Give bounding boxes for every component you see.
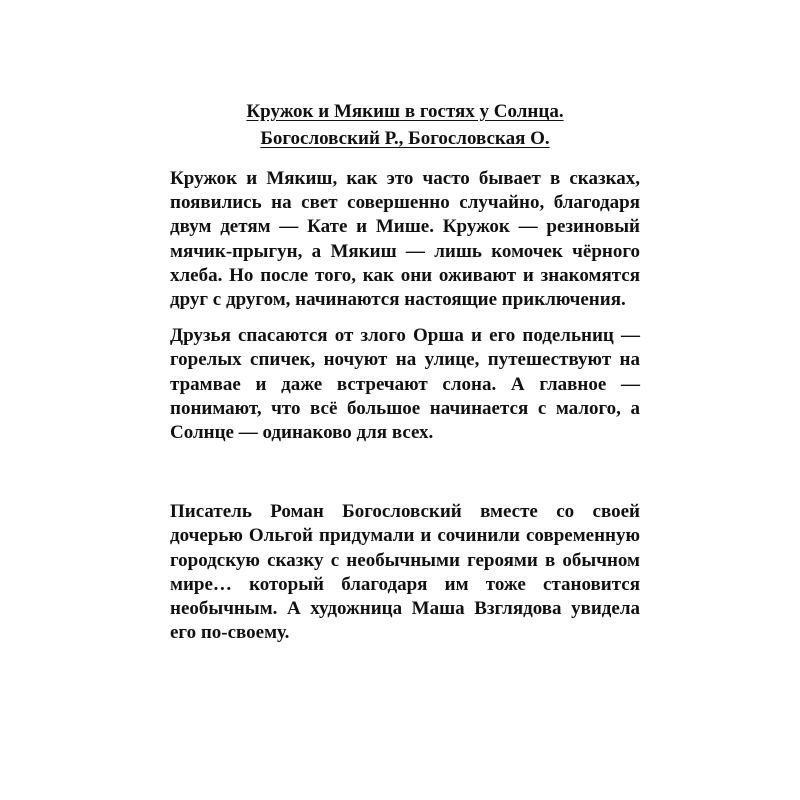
title-line-authors: Богословский Р., Богословская О. bbox=[260, 128, 550, 149]
paragraph-adventures: Друзья спасаются от злого Орша и его подельниц — горелых спичек, ночуют на улице, путешествуют на трамвае и даже встречают слона. А главное — понимают, что всё большое начинается с малого, а Солнце — одинаково для всех. bbox=[170, 325, 640, 444]
paragraph-plot-intro: Кружок и Мякиш, как это часто бывает в сказках, появились на свет совершенно случайно, благодаря двум детям — Кате и Мише. Кружок — резиновый мячик-прыгун, а Мякиш — лишь комочек чёрного хлеба. Но после того, как они оживают и знакомятся друг с другом, начинаются настоящие приключения. bbox=[170, 168, 640, 311]
paragraph-authors: Писатель Роман Богословский вместе со своей дочерью Ольгой придумали и сочинили современную городскую сказку с необычными героями в обычном мире… который благодаря им тоже становится необычным. А художница Маша Взглядова увидела его по-своему. bbox=[170, 501, 640, 644]
title-line-book: Кружок и Мякиш в гостях у Солнца. bbox=[246, 101, 564, 122]
document-title bbox=[170, 98, 640, 152]
document-body bbox=[170, 98, 640, 645]
